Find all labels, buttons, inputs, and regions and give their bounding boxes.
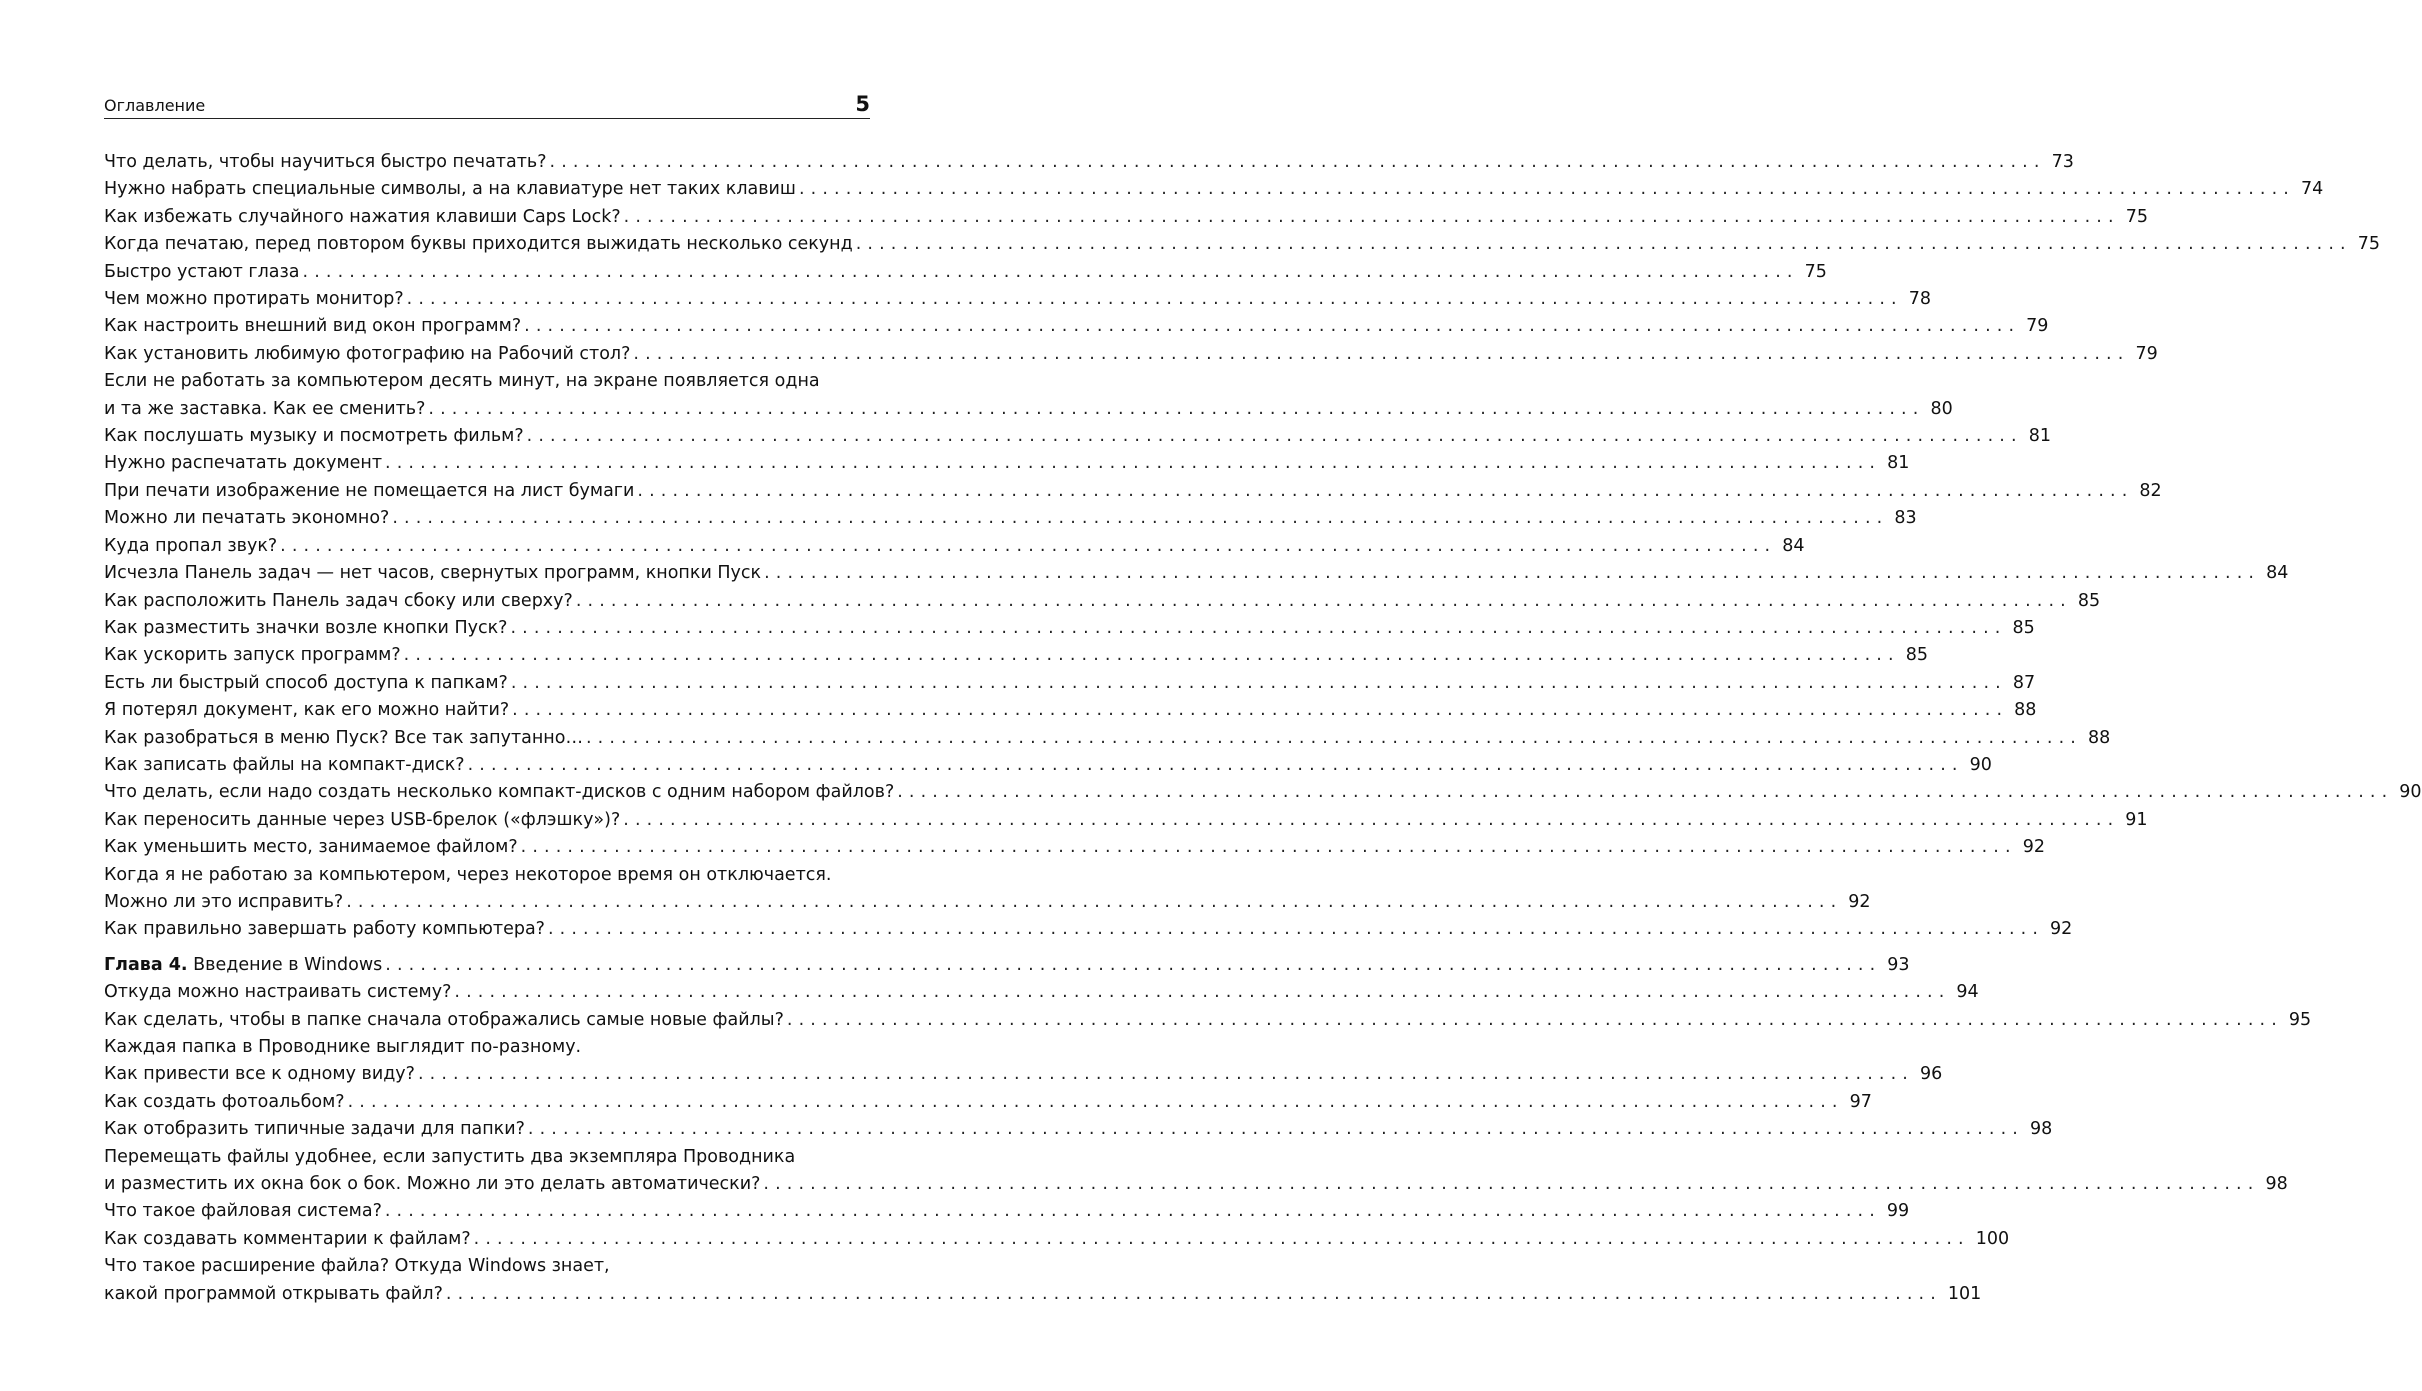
toc-entry-row xyxy=(104,176,2324,203)
toc-entry[interactable] xyxy=(104,450,1910,477)
toc-page-number: 84 xyxy=(2266,563,2289,584)
toc-entry[interactable] xyxy=(104,779,2422,806)
toc-entry-row xyxy=(104,341,2158,368)
toc-page-number: 100 xyxy=(1975,1228,2010,1249)
toc-page-number: 81 xyxy=(1887,453,1910,474)
toc-entry-title: Как ускорить запуск программ? xyxy=(104,645,401,666)
dot-leader xyxy=(418,1061,1914,1088)
toc-page-number: 83 xyxy=(1894,508,1917,529)
toc-entry-title: и разместить их окна бок о бок. Можно ли это делать автоматически? xyxy=(104,1174,761,1195)
toc-entry-title: Как создать фотоальбом? xyxy=(104,1091,345,1112)
toc-page-number: 95 xyxy=(2288,1009,2312,1030)
toc-entry-row xyxy=(104,204,2148,231)
toc-entry-row xyxy=(104,1061,1943,1088)
toc-entry-row xyxy=(104,231,2381,258)
toc-entry[interactable] xyxy=(104,533,1805,560)
toc-entry[interactable] xyxy=(104,176,2324,203)
dot-leader xyxy=(407,286,1903,313)
toc-entry-row xyxy=(104,259,1827,286)
toc-entry-row xyxy=(104,533,1805,560)
toc-entry[interactable] xyxy=(104,697,2037,724)
toc-page-number: 97 xyxy=(1849,1091,1872,1112)
chapter-label: Глава 4. xyxy=(104,954,188,975)
toc-entry-row xyxy=(104,505,1917,532)
dot-leader xyxy=(550,149,2046,176)
toc-entry-title: Как расположить Панель задач сбоку или сверху? xyxy=(104,590,573,611)
dot-leader xyxy=(385,450,1881,477)
toc-page-number: 93 xyxy=(1887,954,1910,975)
toc-entry-title: Я потерял документ, как его можно найти? xyxy=(104,700,510,721)
dot-leader xyxy=(474,1226,1970,1253)
dot-leader xyxy=(576,588,2072,615)
toc-page-number: 80 xyxy=(1930,398,1953,419)
toc-page-number: 98 xyxy=(2265,1174,2288,1195)
dot-leader xyxy=(624,204,2120,231)
toc-page-number: 94 xyxy=(1956,982,1979,1003)
toc-page-number: 75 xyxy=(2357,234,2381,255)
toc-entry-row xyxy=(104,560,2289,587)
toc-page-number: 82 xyxy=(2139,480,2162,501)
toc-page xyxy=(104,88,2422,1304)
toc-entry-title: какой программой открывать файл? xyxy=(104,1283,443,1304)
toc-entry-row xyxy=(104,834,2045,861)
dot-leader xyxy=(764,560,2260,587)
dot-leader xyxy=(446,1281,1942,1308)
toc-entry-title: Как избежать случайного нажатия клавиши Caps Lock? xyxy=(104,206,621,227)
dot-leader xyxy=(799,176,2295,203)
toc-entry[interactable] xyxy=(104,341,2158,368)
toc-page-number: 75 xyxy=(2125,206,2148,227)
dot-leader xyxy=(303,259,1799,286)
toc-entry-row xyxy=(104,916,2073,943)
toc-entry[interactable] xyxy=(104,807,2148,834)
toc-entry-title: Как привести все к одному виду? xyxy=(104,1064,415,1085)
toc-chapter-entry[interactable] xyxy=(104,952,1910,979)
toc-entry-row xyxy=(104,1007,2312,1034)
toc-entry[interactable] xyxy=(104,368,1953,423)
toc-entry-text-line: Если не работать за компьютером десять минут, на экране появляется одна xyxy=(104,371,820,392)
toc-page-number: 85 xyxy=(2012,617,2035,638)
toc-entry-row xyxy=(104,1226,2010,1253)
dot-leader xyxy=(521,834,2017,861)
toc-page-number: 78 xyxy=(1908,289,1931,310)
dot-leader xyxy=(392,505,1888,532)
toc-page-number: 87 xyxy=(2012,672,2036,693)
page-number: 5 xyxy=(855,92,870,116)
toc-entry-title: Как послушать музыку и посмотреть фильм? xyxy=(104,426,524,447)
toc-entry[interactable] xyxy=(104,1198,1910,1225)
toc-entry-title: Что такое файловая система? xyxy=(104,1201,382,1222)
toc-entry[interactable] xyxy=(104,1007,2312,1034)
toc-entry-title: Есть ли быстрый способ доступа к папкам? xyxy=(104,672,508,693)
dot-leader xyxy=(511,670,2007,697)
toc-entry-row xyxy=(104,588,2101,615)
toc-entry-row xyxy=(104,615,2035,642)
toc-entry[interactable] xyxy=(104,1116,2053,1143)
running-header xyxy=(104,88,870,119)
toc-entry[interactable] xyxy=(104,916,2073,943)
toc-entry-title: Как настроить внешний вид окон программ? xyxy=(104,316,522,337)
toc-entry[interactable] xyxy=(104,862,1871,917)
running-header-title: Оглавление xyxy=(104,96,206,115)
toc-entry-row xyxy=(104,1198,1910,1225)
dot-leader xyxy=(787,1007,2283,1034)
toc-page-number: 88 xyxy=(2014,700,2037,721)
toc-page-number: 90 xyxy=(2399,782,2422,803)
dot-leader xyxy=(524,313,2020,340)
toc-entry-title: Нужно распечатать документ xyxy=(104,453,383,474)
dot-leader xyxy=(346,889,1842,916)
toc-entry-row xyxy=(104,1171,2288,1198)
toc-entry-row xyxy=(104,149,2074,176)
toc-entry-title: Как уменьшить место, занимаемое файлом? xyxy=(104,837,518,858)
toc-entry-title: Как записать файлы на компакт-диск? xyxy=(104,754,465,775)
toc-entry-title: Как разобраться в меню Пуск? Все так запутанно… xyxy=(104,727,583,748)
chapter-title: Введение в Windows xyxy=(193,954,383,975)
toc-entry[interactable] xyxy=(104,259,1827,286)
toc-entry-row xyxy=(104,313,2049,340)
toc-entry[interactable] xyxy=(104,725,2111,752)
toc-entry[interactable] xyxy=(104,1144,2288,1199)
toc-entry[interactable] xyxy=(104,505,1917,532)
dot-leader xyxy=(348,1089,1844,1116)
toc-entry[interactable] xyxy=(104,834,2045,861)
toc-entry-title: Что делать, чтобы научиться быстро печатать? xyxy=(104,152,547,172)
toc-entry-title: Что делать, если надо создать несколько компакт-дисков с одним набором файлов? xyxy=(104,782,895,803)
toc-entry-row xyxy=(104,779,2422,806)
toc-entry-title: Как отобразить типичные задачи для папки? xyxy=(104,1119,525,1140)
toc-entry-title: Куда пропал звук? xyxy=(104,535,278,556)
toc-entry-row xyxy=(104,1281,1982,1308)
dot-leader xyxy=(528,1116,2024,1143)
toc-entry-text-line: Перемещать файлы удобнее, если запустить два экземпляра Проводника xyxy=(104,1146,796,1167)
toc-entry[interactable] xyxy=(104,979,1979,1006)
dot-leader xyxy=(428,396,1924,423)
toc-entry-row xyxy=(104,1116,2053,1143)
toc-entry-text-line: Что такое расширение файла? Откуда Windows знает, xyxy=(104,1256,610,1277)
toc-entry[interactable] xyxy=(104,642,1928,669)
dot-leader xyxy=(763,1171,2259,1198)
toc-entry[interactable] xyxy=(104,478,2162,505)
toc-entry-title: Чем можно протирать монитор? xyxy=(104,289,404,310)
toc-entry-row xyxy=(104,952,1910,979)
dot-leader xyxy=(527,423,2023,450)
toc-page-number: 84 xyxy=(1782,535,1805,556)
toc-entry-row xyxy=(104,642,1928,669)
toc-entry[interactable] xyxy=(104,670,2036,697)
toc-entry[interactable] xyxy=(104,588,2101,615)
toc-entry-row xyxy=(104,752,1992,779)
dot-leader xyxy=(468,752,1964,779)
toc-entry-row xyxy=(104,286,1931,313)
toc-entry[interactable] xyxy=(104,286,1931,313)
toc-entry-row xyxy=(104,889,1871,916)
toc-entry-row xyxy=(104,396,1953,423)
toc-entry[interactable] xyxy=(104,615,2035,642)
toc-entry[interactable] xyxy=(104,231,2381,258)
toc-entry-title: Когда печатаю, перед повтором буквы приходится выжидать несколько секунд xyxy=(104,234,853,255)
dot-leader xyxy=(510,615,2006,642)
toc-page-number: 85 xyxy=(2077,590,2101,611)
toc-entry-row xyxy=(104,697,2037,724)
toc-entry-text-line: Каждая папка в Проводнике выглядит по-разному. xyxy=(104,1037,582,1057)
toc-page-number: 98 xyxy=(2029,1119,2053,1140)
toc-entry[interactable] xyxy=(104,1253,1982,1308)
toc-entry-row xyxy=(104,1089,1872,1116)
toc-page-number: 73 xyxy=(2051,152,2074,172)
dot-leader xyxy=(280,533,1776,560)
toc-page-number: 81 xyxy=(2028,426,2051,447)
toc-entry-row xyxy=(104,423,2051,450)
toc-entry-title xyxy=(104,952,382,979)
toc-entry-title: Как переносить данные через USB-брелок («флэшку»)? xyxy=(104,809,621,830)
toc-entry-title: Как сделать, чтобы в папке сначала отображались самые новые файлы? xyxy=(104,1009,784,1030)
toc-page-number: 92 xyxy=(2050,919,2073,940)
toc-entry-row xyxy=(104,979,1979,1006)
toc-page-number: 92 xyxy=(2022,837,2045,858)
toc-entry-title: Как установить любимую фотографию на Рабочий стол? xyxy=(104,343,631,364)
toc-entry-row xyxy=(104,725,2111,752)
dot-leader xyxy=(512,697,2008,724)
dot-leader xyxy=(404,642,1900,669)
toc-page-number: 74 xyxy=(2300,179,2324,200)
toc-page-number: 90 xyxy=(1969,754,1992,775)
toc-list xyxy=(104,149,2422,1308)
toc-entry[interactable] xyxy=(104,313,2049,340)
toc-entry-row xyxy=(104,807,2148,834)
toc-page-number: 101 xyxy=(1947,1283,1982,1304)
dot-leader xyxy=(637,478,2133,505)
toc-entry-title: Можно ли это исправить? xyxy=(104,891,344,912)
toc-entry[interactable] xyxy=(104,752,1992,779)
dot-leader xyxy=(897,779,2393,806)
dot-leader xyxy=(548,916,2044,943)
dot-leader xyxy=(385,1198,1881,1225)
dot-leader xyxy=(856,231,2352,258)
toc-entry-title: Исчезла Панель задач — нет часов, свернутых программ, кнопки Пуск xyxy=(104,563,762,584)
toc-entry[interactable] xyxy=(104,1089,1872,1116)
toc-entry-title: и та же заставка. Как ее сменить? xyxy=(104,398,426,419)
toc-page-number: 79 xyxy=(2026,316,2049,337)
toc-entry-title: Как разместить значки возле кнопки Пуск? xyxy=(104,617,508,638)
toc-page-number: 91 xyxy=(2125,809,2148,830)
dot-leader xyxy=(385,952,1881,979)
toc-page-number: 88 xyxy=(2087,727,2111,748)
toc-entry[interactable] xyxy=(104,560,2289,587)
dot-leader xyxy=(633,341,2129,368)
toc-entry-row xyxy=(104,670,2036,697)
toc-entry-title: Быстро устают глаза xyxy=(104,261,300,282)
dot-leader xyxy=(586,725,2082,752)
toc-page-number: 92 xyxy=(1848,891,1871,912)
toc-entry-row xyxy=(104,478,2162,505)
dot-leader xyxy=(623,807,2119,834)
toc-page-number: 79 xyxy=(2135,343,2158,364)
toc-entry-title: Как правильно завершать работу компьютера? xyxy=(104,919,545,940)
toc-page-number: 85 xyxy=(1905,645,1928,666)
toc-entry-title: Как создавать комментарии к файлам? xyxy=(104,1228,471,1249)
toc-entry[interactable] xyxy=(104,149,2074,176)
toc-entry-title: Нужно набрать специальные символы, а на клавиатуре нет таких клавиш xyxy=(104,179,796,200)
toc-entry[interactable] xyxy=(104,204,2148,231)
toc-entry-text-line: Когда я не работаю за компьютером, через некоторое время он отключается. xyxy=(104,864,832,885)
toc-entry[interactable] xyxy=(104,423,2051,450)
dot-leader xyxy=(454,979,1950,1006)
toc-entry[interactable] xyxy=(104,1226,2010,1253)
toc-page-number: 75 xyxy=(1804,261,1827,282)
toc-entry-title: Откуда можно настраивать систему? xyxy=(104,982,452,1003)
toc-page-number: 96 xyxy=(1919,1064,1943,1085)
toc-entry-title: Можно ли печатать экономно? xyxy=(104,508,390,529)
toc-entry-row xyxy=(104,450,1910,477)
toc-entry-title: При печати изображение не помещается на лист бумаги xyxy=(104,480,635,501)
toc-page-number: 99 xyxy=(1886,1201,1910,1222)
toc-entry[interactable] xyxy=(104,1034,1943,1089)
